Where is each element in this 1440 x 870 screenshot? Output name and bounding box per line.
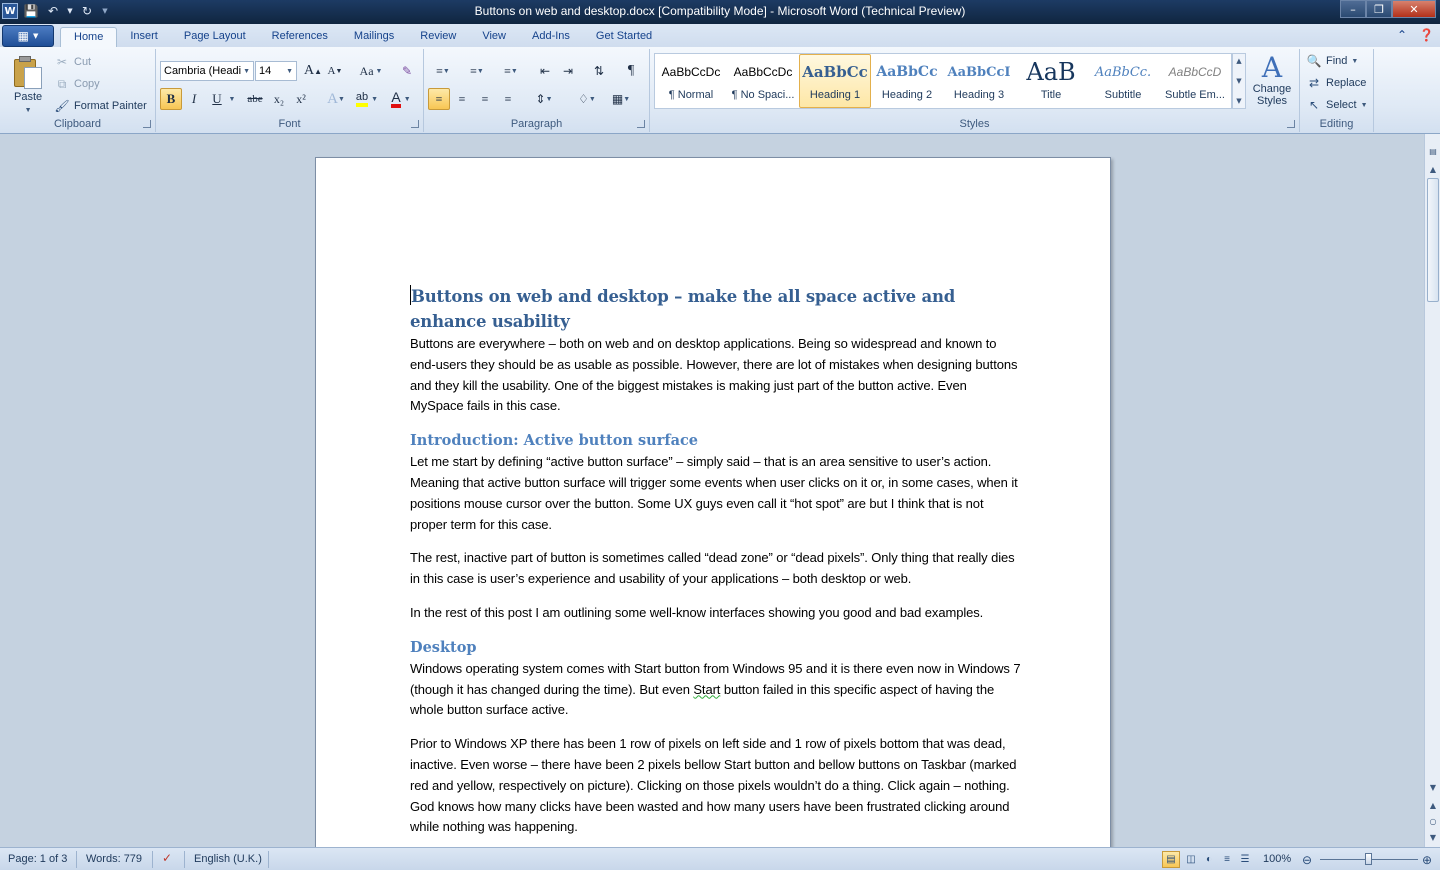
browse-object-icon[interactable]: ○ xyxy=(1429,816,1437,826)
scroll-thumb[interactable] xyxy=(1427,178,1439,302)
style-preview: AaBbCcDc xyxy=(661,65,721,79)
highlighter-icon: ab xyxy=(356,92,368,107)
clear-formatting-button[interactable] xyxy=(396,60,418,82)
find-dropdown-icon: ▼ xyxy=(1351,57,1359,65)
justify-button[interactable] xyxy=(497,88,519,110)
tab-insert[interactable]: Insert xyxy=(130,30,158,42)
document-page[interactable] xyxy=(315,157,1111,847)
style-preview: AaBbCcD xyxy=(1168,65,1222,79)
binoculars-icon: 🔍 xyxy=(1306,54,1322,68)
close-button[interactable]: ✕ xyxy=(1392,0,1436,18)
proofing-errors-icon[interactable]: ✓ xyxy=(162,851,173,865)
change-styles-icon: A xyxy=(1261,51,1283,84)
multilevel-list-button[interactable] xyxy=(496,60,526,82)
styles-dialog-launcher-icon[interactable] xyxy=(1287,120,1295,128)
sort-button[interactable] xyxy=(588,60,610,82)
minimize-ribbon-icon[interactable]: ⌃ xyxy=(1396,28,1408,42)
replace-button[interactable] xyxy=(1306,75,1366,91)
bullets-dropdown-icon: ▼ xyxy=(442,67,450,75)
cursor-arrow-icon: ↖ xyxy=(1308,98,1320,112)
multilevel-dropdown-icon: ▼ xyxy=(510,67,518,75)
replace-icon: ⇄ xyxy=(1308,76,1320,90)
style-preview: AaBbCc xyxy=(802,63,868,81)
outline-view-icon[interactable]: ≡ xyxy=(1224,854,1230,865)
find-label: Find xyxy=(1326,55,1348,67)
quick-styles-gallery xyxy=(654,53,1232,109)
vertical-scrollbar[interactable] xyxy=(1424,134,1440,847)
desktop-heading[interactable]: Desktop xyxy=(410,638,477,656)
font-name-value: Cambria (Headi xyxy=(164,65,242,77)
numbered-list-icon: ≡ xyxy=(470,63,477,78)
style-normal[interactable] xyxy=(655,54,727,108)
tab-add-ins[interactable]: Add-Ins xyxy=(532,30,570,42)
tab-home[interactable]: Home xyxy=(60,27,117,48)
font-dialog-launcher-icon[interactable] xyxy=(411,120,419,128)
office-menu-dropdown-icon: ▼ xyxy=(32,32,39,40)
language-indicator[interactable]: English (U.K.) xyxy=(194,853,262,865)
increase-indent-button[interactable] xyxy=(557,60,579,82)
style-name: ¶ Normal xyxy=(668,89,714,101)
ribbon-tabs xyxy=(60,27,665,48)
page-indicator[interactable]: Page: 1 of 3 xyxy=(8,853,68,865)
paragraph-group xyxy=(424,49,650,132)
clipboard-dialog-launcher-icon[interactable] xyxy=(143,120,151,128)
text-effects-button[interactable] xyxy=(322,88,350,110)
align-left-button[interactable] xyxy=(428,88,450,110)
font-color-icon: A xyxy=(391,91,400,108)
document-title-heading[interactable] xyxy=(410,284,1022,334)
tab-get-started[interactable]: Get Started xyxy=(595,30,653,42)
desktop-paragraph-2[interactable]: Prior to Windows XP there has been 1 row of pixels on left side and 1 row of pixels bottom that was dead, inactive. Even worse – there have been 2 pixels bellow Start button and bellow buttons on Taskbar (marked red and yellow, respectively on picture). Clicking on those pixels wouldn’t do a thing. Click again – nothing. God knows how many clicks have been wasted and how many users have been frustrated clicking around while nothing was happening. xyxy=(410,736,1017,835)
tab-view[interactable]: View xyxy=(482,30,506,42)
find-button[interactable] xyxy=(1306,53,1358,69)
line-spacing-dropdown-icon: ▼ xyxy=(545,95,553,103)
increase-indent-icon: ⇥ xyxy=(562,63,574,78)
superscript-button[interactable]: x² xyxy=(296,91,306,106)
paste-icon[interactable] xyxy=(12,55,44,89)
align-center-icon: ≡ xyxy=(458,91,466,106)
document-area xyxy=(0,134,1424,847)
font-group-label: Font xyxy=(278,118,301,130)
copy-button[interactable] xyxy=(54,76,100,92)
select-dropdown-icon: ▼ xyxy=(1360,101,1368,109)
paint-bucket-icon: ♢ xyxy=(578,91,589,106)
shading-dropdown-icon: ▼ xyxy=(588,95,596,103)
subscript-button[interactable]: x₂ xyxy=(273,91,285,106)
introduction-heading[interactable]: Introduction: Active button surface xyxy=(410,432,699,450)
print-layout-view-icon[interactable]: ▤ xyxy=(1162,851,1180,868)
zoom-out-icon[interactable]: ⊖ xyxy=(1301,852,1313,867)
paste-button[interactable] xyxy=(14,91,42,115)
style-preview: AaBbCcI xyxy=(947,64,1011,80)
paste-dropdown-icon: ▼ xyxy=(24,107,32,114)
style-name: Heading 1 xyxy=(809,89,861,101)
cut-label: Cut xyxy=(74,56,92,68)
restore-button[interactable]: ❐ xyxy=(1366,0,1392,18)
style-name: Subtle Em... xyxy=(1165,89,1225,101)
full-screen-reading-icon[interactable]: ◫ xyxy=(1186,854,1196,865)
tab-page-layout[interactable]: Page Layout xyxy=(183,30,246,42)
intro-paragraph[interactable]: Buttons are everywhere – both on web and on desktop applications. Being so widespread and known to end-users they should be as usable as possible. However, there are lot of mistakes when designing buttons and they kill the usability. One of the biggest mistakes is making just part of the button active. Even MySpace fails in this case. xyxy=(410,336,1018,414)
undo-icon[interactable]: ↶ xyxy=(47,4,59,18)
clipboard-group-label: Clipboard xyxy=(53,118,102,130)
paragraph-group-label: Paragraph xyxy=(510,118,563,130)
style-name: Heading 2 xyxy=(881,89,933,101)
style-subtitle[interactable] xyxy=(1087,54,1159,108)
style-name: Heading 3 xyxy=(953,89,1005,101)
web-layout-icon[interactable]: ◐ xyxy=(1205,854,1213,865)
font-size-value: 14 xyxy=(259,65,272,77)
align-left-icon: ≡ xyxy=(435,91,443,106)
status-divider xyxy=(184,851,185,868)
italic-button[interactable]: I xyxy=(191,91,197,106)
style-subtle-emphasis[interactable] xyxy=(1159,54,1231,108)
window-controls xyxy=(1340,0,1436,18)
copy-icon: ⧉ xyxy=(57,76,67,91)
word-app-icon[interactable]: W xyxy=(2,3,18,19)
align-right-icon: ≡ xyxy=(481,91,489,106)
ribbon-right-controls xyxy=(1397,28,1434,42)
change-case-icon: Aa xyxy=(359,63,374,78)
style-title[interactable] xyxy=(1015,54,1087,108)
heading-1-text: Buttons on web and desktop – make the all space active and enhance usability xyxy=(410,287,956,331)
justify-icon: ≡ xyxy=(504,91,512,106)
numbering-button[interactable] xyxy=(462,60,492,82)
zoom-level[interactable]: 100% xyxy=(1263,853,1292,865)
borders-icon: ▦ xyxy=(611,91,624,106)
styles-group-label: Styles xyxy=(959,118,990,130)
line-spacing-button[interactable] xyxy=(530,88,558,110)
font-color-dropdown-icon: ▼ xyxy=(403,95,411,103)
style-preview: AaB xyxy=(1026,61,1076,83)
undo-dropdown-icon[interactable]: ▼ xyxy=(67,7,73,15)
text-effects-dropdown-icon: ▼ xyxy=(337,95,345,103)
pilcrow-icon: ¶ xyxy=(627,63,635,78)
format-painter-label: Format Painter xyxy=(74,100,147,112)
align-center-button[interactable] xyxy=(451,88,473,110)
minimize-button[interactable]: – xyxy=(1340,0,1366,18)
show-formatting-button[interactable] xyxy=(620,60,642,82)
bullet-list-icon: ≡ xyxy=(436,63,443,78)
sort-icon: ⇅ xyxy=(593,63,605,78)
shrink-font-button[interactable]: A ▼ xyxy=(327,65,343,77)
change-styles-label: Change Styles xyxy=(1252,83,1292,107)
editing-group-label: Editing xyxy=(1319,118,1354,130)
zoom-in-icon[interactable]: ⊕ xyxy=(1421,852,1433,867)
ribbon xyxy=(0,47,1440,134)
tab-review[interactable]: Review xyxy=(420,30,457,42)
style-heading-1[interactable] xyxy=(799,54,871,108)
paste-label: Paste xyxy=(14,91,43,103)
change-styles-button[interactable] xyxy=(1250,53,1294,113)
font-size-dropdown-icon[interactable]: ▼ xyxy=(286,67,293,75)
align-right-button[interactable] xyxy=(474,88,496,110)
highlight-dropdown-icon: ▼ xyxy=(371,95,379,103)
underline-button[interactable]: U xyxy=(212,91,222,106)
grow-font-button[interactable]: A ▲ xyxy=(303,63,323,78)
format-painter-button[interactable] xyxy=(54,98,147,114)
style-preview: AaBbCc xyxy=(876,64,938,80)
replace-label: Replace xyxy=(1326,77,1367,89)
desktop-paragraph-1-part-a: Windows operating system comes with Start button from Windows 95 and it is there even now in Windows 7 (though it has changed during the time). But even xyxy=(410,660,1021,697)
introduction-paragraph-3[interactable]: In the rest of this post I am outlining some well-know interfaces showing you good and bad examples. xyxy=(410,604,984,620)
select-button[interactable] xyxy=(1306,97,1368,113)
customize-qat-icon[interactable]: ▼ xyxy=(102,7,108,15)
grammar-flagged-word[interactable]: Start xyxy=(693,681,721,697)
clipboard-group xyxy=(0,49,156,132)
status-divider xyxy=(152,851,153,868)
gallery-down-icon[interactable]: ▼ xyxy=(1236,77,1242,85)
line-spacing-icon: ⇕ xyxy=(535,91,546,106)
previous-page-icon[interactable]: ▲ xyxy=(1429,800,1437,810)
font-size-combo[interactable] xyxy=(255,61,297,81)
copy-label: Copy xyxy=(74,78,100,90)
underline-dropdown-icon[interactable]: ▼ xyxy=(228,95,236,103)
style-preview: AaBbCcDc xyxy=(733,65,793,79)
gallery-up-icon[interactable]: ▲ xyxy=(1236,57,1242,65)
style-preview: AaBbCc. xyxy=(1094,64,1152,80)
tab-references[interactable]: References xyxy=(271,30,328,42)
window-title: Buttons on web and desktop.docx [Compatibility Mode] - Microsoft Word (Technical Preview) xyxy=(474,4,966,18)
ribbon-tabs-bar xyxy=(0,24,1440,48)
save-icon[interactable]: 💾 xyxy=(23,4,39,18)
tab-mailings[interactable]: Mailings xyxy=(353,30,395,42)
clear-formatting-icon: ✎ xyxy=(401,63,413,78)
bullets-button[interactable] xyxy=(428,60,458,82)
select-label: Select xyxy=(1326,99,1357,111)
office-button[interactable] xyxy=(2,25,54,47)
redo-icon[interactable]: ↻ xyxy=(81,4,93,18)
office-logo-icon: ▦ xyxy=(17,29,29,43)
highlight-button[interactable] xyxy=(352,88,382,110)
style-no-spacing[interactable] xyxy=(727,54,799,108)
style-heading-2[interactable] xyxy=(871,54,943,108)
brush-icon: 🖌 xyxy=(54,99,70,113)
text-effects-icon: A xyxy=(327,90,338,107)
font-group xyxy=(156,49,424,132)
document-body[interactable] xyxy=(410,284,1022,838)
status-bar xyxy=(0,847,1440,870)
status-divider xyxy=(76,851,77,868)
scroll-down-icon[interactable]: ▼ xyxy=(1429,782,1437,792)
editing-group xyxy=(1300,49,1374,132)
gallery-more-icon[interactable]: ▼ xyxy=(1236,97,1242,105)
desktop-paragraph-1-part-b: button failed in this specific aspect of having the whole button surface active. xyxy=(410,681,995,718)
multilevel-list-icon: ≡ xyxy=(504,63,511,78)
style-name: Subtitle xyxy=(1104,89,1142,101)
draft-view-icon[interactable]: ☰ xyxy=(1240,854,1250,865)
introduction-paragraph-1[interactable]: Let me start by defining “active button surface” – simply said – that is an area sensitive to user’s action. Meaning that active button surface will trigger some events when user clicks on it or, in some cases, when it positions mouse cursor over the button. Some UX guys even call it “hot spot” are but I think that is not proper term for this case. xyxy=(410,454,1018,532)
grow-font-icon: A xyxy=(303,63,315,78)
introduction-paragraph-2[interactable]: The rest, inactive part of button is sometimes called “dead zone” or “dead pixels”. Only thing that really dies in this case is user’s experience and usability of your applications – both desktop or web. xyxy=(410,550,1015,587)
word-count[interactable]: Words: 779 xyxy=(86,853,143,865)
change-case-dropdown-icon: ▼ xyxy=(375,67,383,75)
style-name: ¶ No Spaci... xyxy=(731,89,795,101)
paragraph-dialog-launcher-icon[interactable] xyxy=(637,120,645,128)
strikethrough-button[interactable]: abe xyxy=(247,93,263,105)
style-name: Title xyxy=(1040,89,1062,101)
borders-button[interactable] xyxy=(606,88,636,110)
status-divider xyxy=(268,851,269,868)
font-color-button[interactable] xyxy=(386,88,416,110)
ruler-toggle-icon[interactable]: ▤ xyxy=(1429,146,1437,156)
decrease-indent-icon: ⇤ xyxy=(539,63,551,78)
title-bar xyxy=(0,0,1440,24)
change-case-button[interactable] xyxy=(356,60,386,82)
styles-gallery-scroll xyxy=(1232,53,1246,109)
font-name-combo[interactable] xyxy=(160,61,254,81)
next-page-icon[interactable]: ▼ xyxy=(1429,832,1437,842)
bold-button[interactable]: B xyxy=(160,88,182,110)
desktop-paragraph-1[interactable] xyxy=(410,659,1022,721)
decrease-indent-button[interactable] xyxy=(534,60,556,82)
numbering-dropdown-icon: ▼ xyxy=(476,67,484,75)
cut-button[interactable] xyxy=(54,54,91,70)
font-name-dropdown-icon[interactable]: ▼ xyxy=(243,67,250,75)
scissors-icon: ✂ xyxy=(56,55,68,69)
scroll-up-icon[interactable]: ▲ xyxy=(1429,164,1437,174)
shrink-font-icon: A xyxy=(327,65,336,77)
style-heading-3[interactable] xyxy=(943,54,1015,108)
zoom-slider-thumb[interactable] xyxy=(1365,853,1372,865)
shading-button[interactable] xyxy=(572,88,602,110)
help-icon[interactable]: ❓ xyxy=(1419,28,1434,42)
borders-dropdown-icon: ▼ xyxy=(623,95,631,103)
